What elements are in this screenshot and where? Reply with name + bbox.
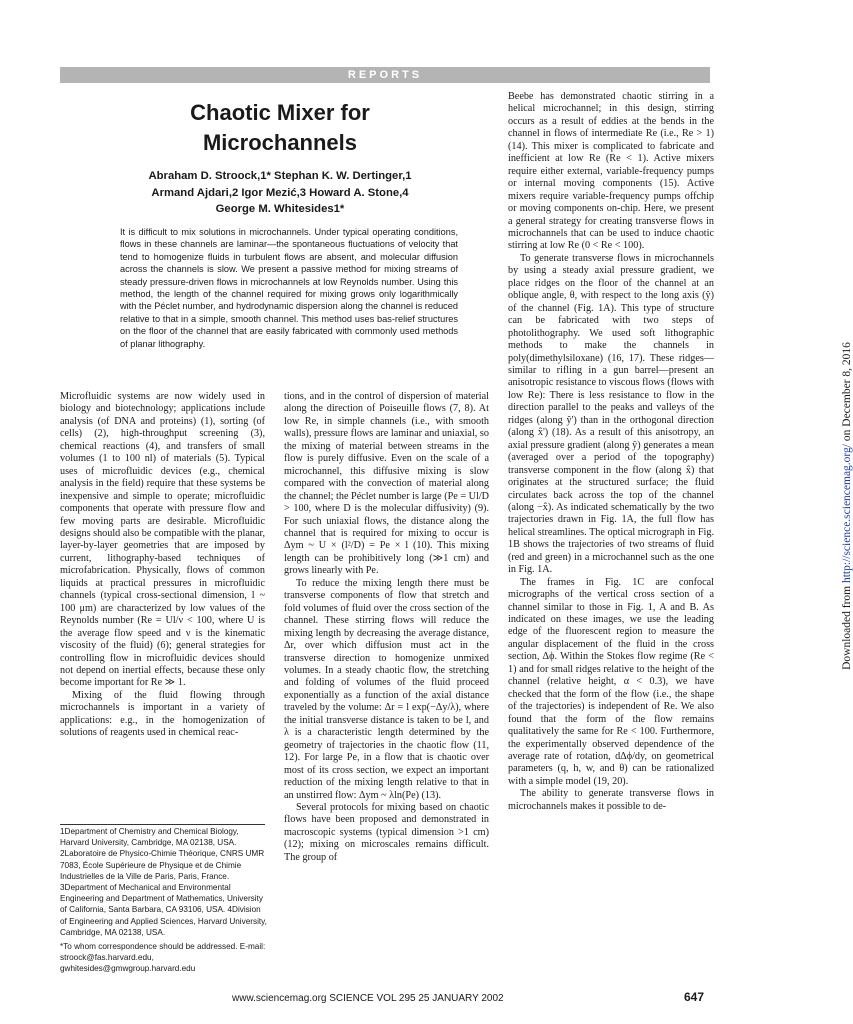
body-paragraph: Beebe has demonstrated chaotic stirring in a helical microchannel; in this design, stirring occurs as a result of eddies at the bends in the channel in flows of intermediate Re (i.e., Re > 1) (14). This mixer is complicated to fabricate and inefficient at low Re (Re < 1). Active mixers require either external, variable-frequency pumps or internal moving components (15). Active mixers require variable-frequency pumps offchip or moving components on-chip. Here, we present a general strategy for creating transverse flows in microchannels that can be used to induce chaotic stirring at low Re (0 < Re < 100). <box>508 91 714 252</box>
footnotes <box>60 826 268 975</box>
column-1 <box>60 391 265 740</box>
author-list <box>95 168 465 218</box>
affiliations-note: 1Department of Chemistry and Chemical Biology, Harvard University, Cambridge, MA 02138, USA. 2Laboratoire de Physico-Chimie Théorique, CNRS UMR 7083, École Supérieure de Physique et de Chimie Industrielles de la Ville de Paris, Paris, France. 3Department of Mechanical and Environmental Engineering and Department of Mathematics, University of California, Santa Barbara, CA 93106, USA. 4Division of Engineering and Applied Sciences, Harvard University, Cambridge, MA 02138, USA. <box>60 827 267 937</box>
page-number: 647 <box>684 990 705 1004</box>
abstract: It is difficult to mix solutions in microchannels. Under typical operating conditions, flows in these channels are laminar—the spontaneous fluctuations of velocity that tend to homogenize fluids in turbulent flows are absent, and molecular diffusion across the channels is slow. We present a passive method for mixing streams of steady pressure-driven flows in microchannels at low Reynolds number. Using this method, the length of the channel required for mixing grows only logarithmically with the Péclet number, and hydrodynamic dispersion along the channel is reduced relative to that in a simple, smooth channel. This method uses bas-relief structures on the floor of the channel that are easily fabricated with commonly used methods of planar lithography. <box>120 227 458 349</box>
author-line-2: Armand Ajdari,2 Igor Mezić,3 Howard A. Stone,4 <box>151 186 409 199</box>
article-title <box>90 98 470 158</box>
download-notice <box>841 316 853 696</box>
body-paragraph: The ability to generate transverse flows in microchannels makes it possible to de- <box>508 788 714 812</box>
author-line-1: Abraham D. Stroock,1* Stephan K. W. Dertinger,1 <box>148 170 412 182</box>
body-paragraph: Mixing of the fluid flowing through microchannels is important in a variety of applications: e.g., in the homogenization of solutions of reagents used in chemical reac- <box>60 689 265 739</box>
footnote-divider <box>60 824 265 825</box>
column-3 <box>508 91 714 813</box>
title-line-1: Chaotic Mixer for <box>190 100 370 125</box>
body-paragraph: The frames in Fig. 1C are confocal micrographs of the vertical cross section of a channel similar to those in Fig. 1, A and B. As indicated on these images, we use the leading edge of the fluorescent region to measure the angular displacement of the fluid in the cross section, Δϕ. Within the Stokes flow regime (Re < 1) and for small ridges relative to the height of the channel (relative height, α < 0.3), we have checked that the form of the flow (i.e., the shape of the trajectories) is independent of Re. We also found that the form of the flow remains qualitatively the same for Re < 100. Furthermore, the experimentally observed dependence of the average rate of rotation, dΔϕ/dy, on geometrical parameters (q, h, w, and θ) can be rationalized with a simple model (19, 20). <box>508 576 714 787</box>
download-suffix: on December 8, 2016 <box>841 342 853 444</box>
correspondence-note: *To whom correspondence should be addressed. E-mail: stroock@fas.harvard.edu, gwhitesides@gmwgroup.harvard.edu <box>60 942 266 974</box>
section-banner: REPORTS <box>60 67 710 83</box>
column-2 <box>284 391 489 864</box>
body-paragraph: To reduce the mixing length there must be transverse components of flow that stretch and fold volumes of fluid over the cross section of the channel. These stirring flows will reduce the mixing length by decreasing the average distance, Δr, over which diffusion must act in the transverse direction to homogenize unmixed volumes. In a steady chaotic flow, the stretching and folding of volumes of the fluid proceed exponentially as a function of the axial distance traveled by the volume: Δr = l exp(−Δy/λ), where the initial transverse distance is taken to be l, and λ is a characteristic length determined by the geometry of trajectories in the chaotic flow (11, 12). For large Pe, in a flow that is chaotic over most of its cross section, we expect an important reduction of the mixing length relative to that in an unstirred flow: Δym ~ λln(Pe) (13). <box>284 577 489 801</box>
body-paragraph: To generate transverse flows in microchannels by using a steady axial pressure gradient, we place ridges on the floor of the channel at an oblique angle, θ, with respect to the long axis (ŷ) of the channel (Fig. 1A). This type of structure can be fabricated with two steps of photolithography. We used soft lithographic methods to make the channels in poly(dimethylsiloxane) (16, 17). These ridges—similar to rifling in a gun barrel—present an anisotropic resistance to viscous flows (flows with low Re): There is less resistance to flow in the direction parallel to the peaks and valleys of the ridges (along ŷ') than in the orthogonal direction (along x̂') (18). As a result of this anisotropy, an axial pressure gradient (along ŷ) generates a mean (averaged over a period of the topography) transverse component in the flow (along x̂) that originates at the structured surface; the fluid circulates back across the top of the channel (along −x̂). As indicated schematically by the two trajectories drawn in Fig. 1A, the full flow has helical streamlines. The optical micrograph in Fig. 1B shows the trajectories of two streams of fluid (red and green) in a microchannel such as the one in Fig. 1A. <box>508 252 714 576</box>
body-paragraph: Microfluidic systems are now widely used in biology and biotechnology; applications include analysis (of DNA and proteins) (1), sorting (of cells) (2), high-throughput screening (3), chemical reactions (4), and transfers of small volumes (1 to 100 nl) of materials (5). Typical uses of microfluidic devices (e.g., chemical analysis in the field) require that these systems be inexpensive and simple to operate; microfluidic components that operate with pressure flow and few moving parts are desirable. Microfluidic designs should also be compatible with the planar, layer-by-layer geometries that are imposed by current, lithography-based techniques of microfabrication. Physically, flows of common liquids at practical pressures in microfluidic channels (typical cross-sectional dimension, l ~ 100 μm) are characterized by low values of the Reynolds number (Re = Ul/ν < 100, where U is the average flow speed and ν is the kinematic viscosity of the fluid) (6); general strategies for controlling flow in microfluidic devices should not depend on inertial effects, because these only become important for Re ≫ 1. <box>60 391 265 689</box>
body-paragraph: tions, and in the control of dispersion of material along the direction of Poiseuille flows (7, 8). At low Re, in simple channels (i.e., with smooth walls), pressure flows are laminar and uniaxial, so the mixing of material between streams in the flow is purely diffusive. Even on the scale of a microchannel, this diffusive mixing is slow compared with the convection of material along the channel; the Péclet number is large (Pe = Ul/D > 100, where D is the molecular diffusivity) (9). For such uniaxial flows, the distance along the channel that is required for mixing to occur is Δym ~ U × (l²/D) = Pe × l (10). This mixing length can be prohibitively long (≫1 cm) and grows linearly with Pe. <box>284 391 490 577</box>
page-footer: www.sciencemag.org SCIENCE VOL 295 25 JANUARY 2002 <box>232 993 504 1004</box>
title-line-2: Microchannels <box>202 130 358 155</box>
author-line-3: George M. Whitesides1* <box>215 203 345 215</box>
body-paragraph: Several protocols for mixing based on chaotic flows have been proposed and demonstrated in macroscopic systems (typical dimension >1 cm) (12); mixing on microscales remains difficult. The group of <box>284 801 489 863</box>
download-link[interactable]: http://science.sciencemag.org/ <box>841 443 853 584</box>
download-prefix: Downloaded from <box>841 583 853 670</box>
